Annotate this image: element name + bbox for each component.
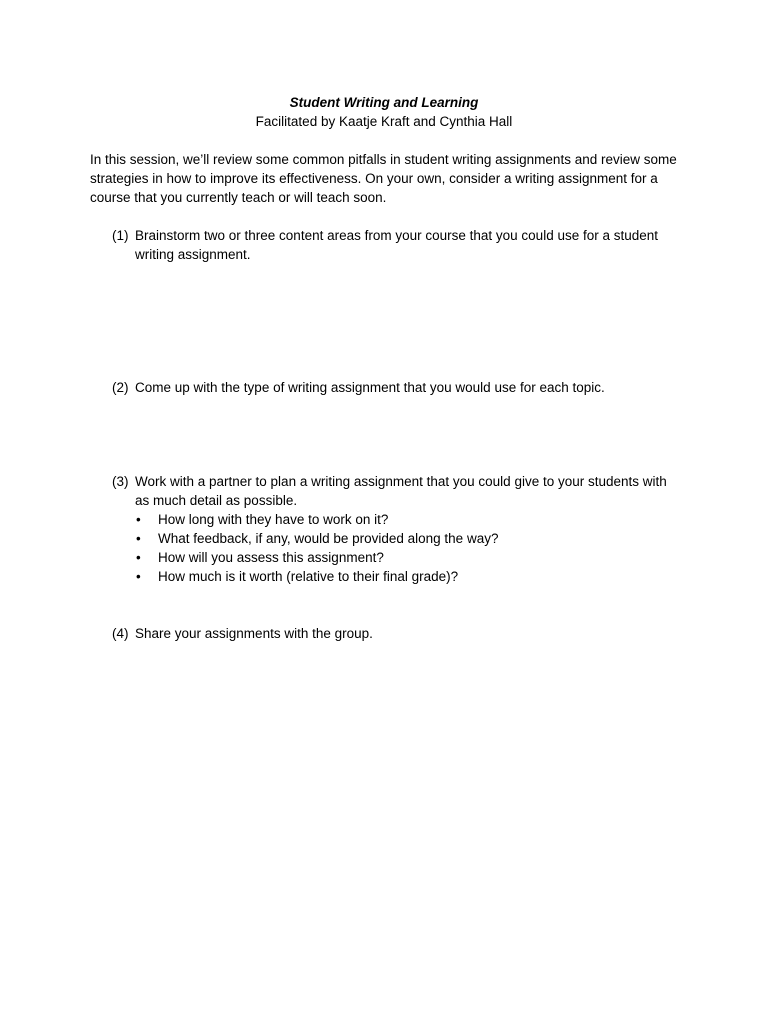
list-item-text: Share your assignments with the group. bbox=[135, 626, 373, 641]
list-item-text: Work with a partner to plan a writing assignment that you could give to your students with as much detail as possible. bbox=[135, 474, 667, 508]
list-item-number: (1) bbox=[112, 228, 129, 243]
list-item-4 bbox=[112, 624, 672, 643]
bullet-item bbox=[135, 510, 655, 529]
list-item-3 bbox=[112, 472, 672, 510]
list-item-text: Come up with the type of writing assignment that you would use for each topic. bbox=[135, 380, 605, 395]
list-item-number: (2) bbox=[112, 380, 129, 395]
list-item-1 bbox=[112, 226, 672, 264]
bullet-text: What feedback, if any, would be provided along the way? bbox=[158, 531, 499, 546]
document-title: Student Writing and Learning bbox=[289, 95, 479, 110]
bullet-text: How long with they have to work on it? bbox=[158, 512, 389, 527]
bullet-icon: • bbox=[136, 569, 141, 584]
bullet-list bbox=[135, 510, 655, 586]
bullet-item bbox=[135, 567, 655, 586]
bullet-icon: • bbox=[136, 531, 141, 546]
bullet-icon: • bbox=[136, 512, 141, 527]
list-item-text: Brainstorm two or three content areas from your course that you could use for a student writing assignment. bbox=[135, 228, 659, 262]
bullet-item bbox=[135, 548, 655, 567]
bullet-icon: • bbox=[136, 550, 141, 565]
bullet-item bbox=[135, 529, 655, 548]
bullet-text: How much is it worth (relative to their final grade)? bbox=[158, 569, 459, 584]
list-item-number: (4) bbox=[112, 626, 129, 641]
intro-paragraph: In this session, we’ll review some common pitfalls in student writing assignments and review some strategies in how to improve its effectiveness. On your own, consider a writing assignment for a course that you currently teach or will teach soon. bbox=[90, 152, 677, 205]
list-item-2 bbox=[112, 378, 672, 397]
bullet-text: How will you assess this assignment? bbox=[158, 550, 384, 565]
document-subtitle: Facilitated by Kaatje Kraft and Cynthia Hall bbox=[255, 114, 513, 129]
list-item-number: (3) bbox=[112, 474, 129, 489]
